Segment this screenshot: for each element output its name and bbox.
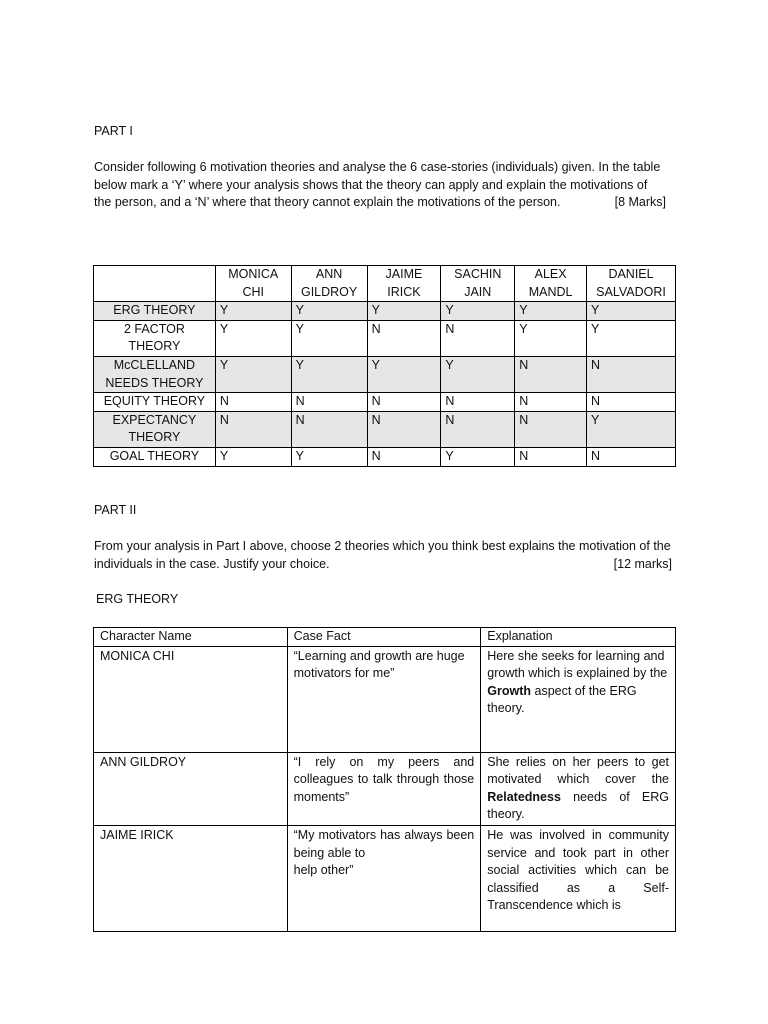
table-row [94, 646, 676, 752]
table-cell: Y [291, 447, 367, 466]
table-cell: Y [215, 320, 291, 356]
table-cell: N [587, 356, 676, 392]
table-cell: N [291, 393, 367, 412]
table-cell: N [367, 447, 441, 466]
column-header-case-fact: Case Fact [287, 628, 481, 647]
table-cell: N [515, 393, 587, 412]
explanation: He was involved in community service and took part in other social activities which can be classified as a Self-Transcendence which is [481, 825, 676, 931]
column-header-ann-gildroy: ANN GILDROY [291, 266, 367, 302]
table-row [94, 320, 676, 356]
table-cell: Y [291, 320, 367, 356]
table-cell: N [367, 393, 441, 412]
table-cell: Y [441, 302, 515, 321]
table-cell: N [587, 393, 676, 412]
table-cell: Y [587, 302, 676, 321]
column-header-character-name: Character Name [94, 628, 288, 647]
explanation: Here she seeks for learning and growth which is explained by the Growth aspect of the ERG theory. [481, 646, 676, 752]
table-cell: N [515, 356, 587, 392]
case-fact: “My motivators has always been being able to help other” [287, 825, 481, 931]
theory-name: EXPECTANCY THEORY [94, 411, 216, 447]
table-row [94, 393, 676, 412]
table-cell: Y [515, 302, 587, 321]
column-header-jaime-irick: JAIME IRICK [367, 266, 441, 302]
character-name: ANN GILDROY [94, 752, 288, 825]
table-row [94, 302, 676, 321]
erg-table [93, 627, 676, 932]
theory-table-header-row [94, 266, 676, 302]
table-cell: Y [215, 356, 291, 392]
table-cell: Y [215, 447, 291, 466]
table-row [94, 411, 676, 447]
table-cell: Y [215, 302, 291, 321]
explanation: She relies on her peers to get motivated which cover the Relatedness needs of ERG theory. [481, 752, 676, 825]
theory-name: GOAL THEORY [94, 447, 216, 466]
theory-name: McCLELLAND NEEDS THEORY [94, 356, 216, 392]
theory-table [93, 265, 676, 467]
theory-name: ERG THEORY [94, 302, 216, 321]
part1-heading: PART I [94, 124, 133, 138]
table-cell: N [367, 320, 441, 356]
table-cell: N [215, 411, 291, 447]
table-cell: Y [291, 302, 367, 321]
character-name: JAIME IRICK [94, 825, 288, 931]
table-cell: N [587, 447, 676, 466]
part1-marks: [8 Marks] [614, 195, 666, 210]
table-cell: Y [441, 447, 515, 466]
part1-instruction-text: Consider following 6 motivation theories and analyse the 6 case-stories (individuals) given. In the table below mark a ‘Y’ where your analysis shows that the theory can apply and explain the motivations of the person, and a ‘N’ where that theory cannot explain the motivations of the person. [94, 160, 661, 210]
table-cell: Y [587, 411, 676, 447]
table-cell: N [515, 447, 587, 466]
table-cell: Y [587, 320, 676, 356]
table-cell: Y [367, 356, 441, 392]
table-cell: N [441, 411, 515, 447]
table-cell: Y [367, 302, 441, 321]
part2-heading: PART II [94, 503, 137, 517]
table-cell: Y [441, 356, 515, 392]
table-row [94, 447, 676, 466]
part2-marks: [12 marks] [613, 556, 672, 571]
column-header-monica-chi: MONICA CHI [215, 266, 291, 302]
case-fact: “Learning and growth are huge motivators for me” [287, 646, 481, 752]
erg-theory-subheading: ERG THEORY [96, 592, 179, 606]
part2-instruction-text: From your analysis in Part I above, choose 2 theories which you think best explains the motivation of the individuals in the case. Justify your choice. [94, 539, 671, 571]
part2-instructions [94, 538, 672, 573]
table-cell: N [367, 411, 441, 447]
theory-name: EQUITY THEORY [94, 393, 216, 412]
theory-name: 2 FACTOR THEORY [94, 320, 216, 356]
character-name: MONICA CHI [94, 646, 288, 752]
column-header-explanation: Explanation [481, 628, 676, 647]
erg-table-header-row [94, 628, 676, 647]
column-header-daniel-salvadori: DANIEL SALVADORI [587, 266, 676, 302]
table-cell: N [215, 393, 291, 412]
table-row [94, 356, 676, 392]
column-header-sachin-jain: SACHIN JAIN [441, 266, 515, 302]
table-cell: N [441, 393, 515, 412]
table-cell: N [441, 320, 515, 356]
case-fact: “I rely on my peers and colleagues to talk through those moments” [287, 752, 481, 825]
table-row [94, 825, 676, 931]
table-cell: N [291, 411, 367, 447]
part1-instructions [94, 159, 666, 212]
table-cell: Y [291, 356, 367, 392]
table-cell: N [515, 411, 587, 447]
table-row [94, 752, 676, 825]
column-header-alex-mandl: ALEX MANDL [515, 266, 587, 302]
theory-table-corner [94, 266, 216, 302]
table-cell: Y [515, 320, 587, 356]
